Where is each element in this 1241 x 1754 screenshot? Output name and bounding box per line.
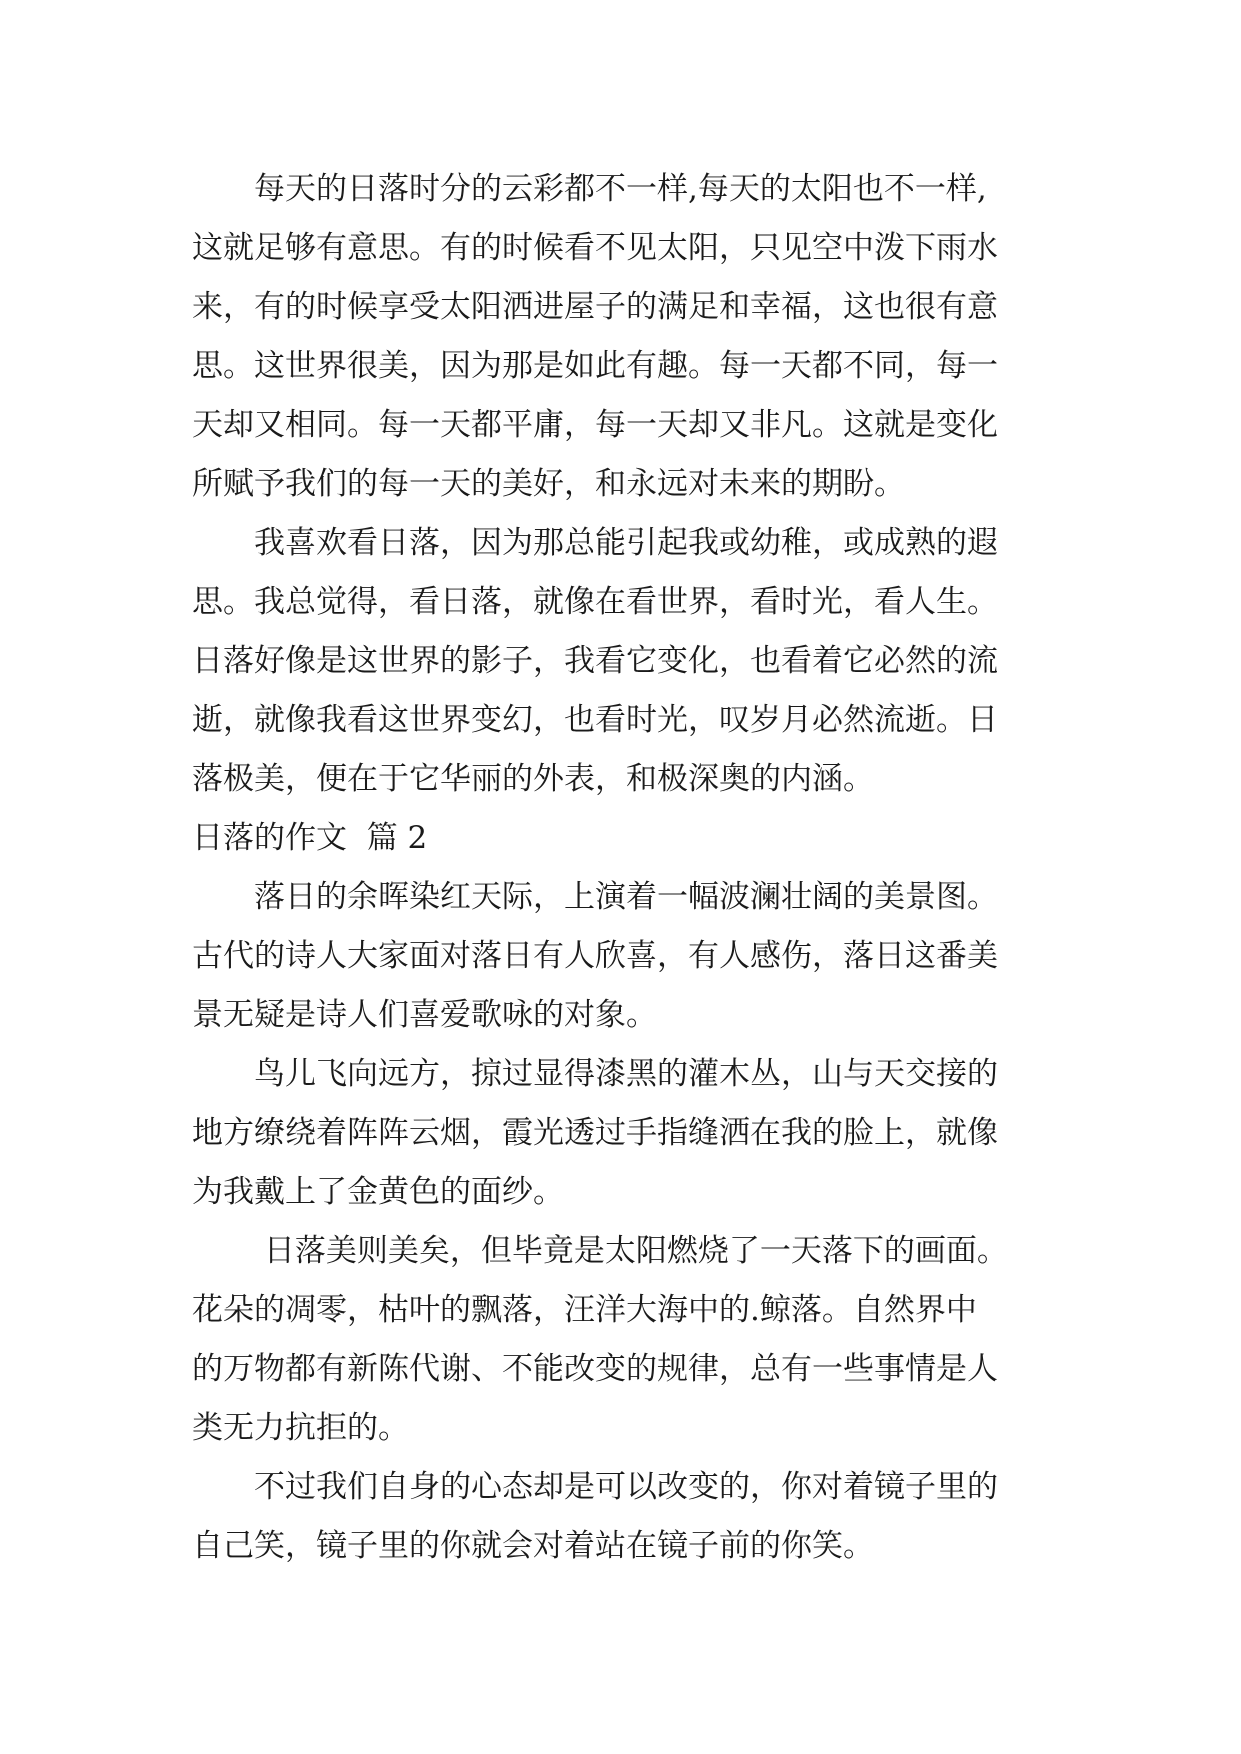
text-line: 来，有的时候享受太阳洒进屋子的满足和幸福，这也很有意 bbox=[192, 289, 998, 325]
text-line: 花朵的凋零，枯叶的飘落，汪洋大海中的.鲸落。自然界中 bbox=[192, 1292, 977, 1328]
text-line: 景无疑是诗人们喜爱歌咏的对象。 bbox=[192, 997, 657, 1033]
text-line: 天却又相同。每一天都平庸，每一天却又非凡。这就是变化 bbox=[192, 407, 998, 443]
paragraph-6 bbox=[192, 1458, 1072, 1576]
text-line: 日落美则美矣，但毕竟是太阳燃烧了一天落下的画面。 bbox=[254, 1233, 1008, 1269]
section-heading: 日落的作文 篇 2 bbox=[192, 820, 428, 856]
text-line: 这就足够有意思。有的时候看不见太阳，只见空中泼下雨水 bbox=[192, 230, 998, 266]
text-line: 思。我总觉得，看日落，就像在看世界，看时光，看人生。 bbox=[192, 584, 998, 620]
text-line: 古代的诗人大家面对落日有人欣喜，有人感伤，落日这番美 bbox=[192, 938, 998, 974]
text-line: 逝，就像我看这世界变幻，也看时光，叹岁月必然流逝。日 bbox=[192, 702, 998, 738]
text-line: 落极美，便在于它华丽的外表，和极深奥的内涵。 bbox=[192, 761, 874, 797]
text-line: 为我戴上了金黄色的面纱。 bbox=[192, 1174, 564, 1210]
paragraph-4 bbox=[192, 1045, 1072, 1222]
text-line: 的万物都有新陈代谢、不能改变的规律，总有一些事情是人 bbox=[192, 1351, 998, 1387]
text-line: 鸟儿飞向远方，掠过显得漆黑的灌木丛，山与天交接的 bbox=[254, 1056, 998, 1092]
text-line: 日落好像是这世界的影子，我看它变化，也看着它必然的流 bbox=[192, 643, 998, 679]
paragraph-3 bbox=[192, 868, 1072, 1045]
text-line: 我喜欢看日落，因为那总能引起我或幼稚，或成熟的遐 bbox=[254, 525, 998, 561]
paragraph-1 bbox=[192, 160, 1072, 514]
text-line: 自己笑，镜子里的你就会对着站在镜子前的你笑。 bbox=[192, 1528, 874, 1564]
paragraph-2 bbox=[192, 514, 1072, 809]
text-line: 所赋予我们的每一天的美好，和永远对未来的期盼。 bbox=[192, 466, 905, 502]
text-line: 类无力抗拒的。 bbox=[192, 1410, 409, 1446]
essay-body bbox=[192, 160, 1072, 1576]
text-line: 地方缭绕着阵阵云烟，霞光透过手指缝洒在我的脸上，就像 bbox=[192, 1115, 998, 1151]
paragraph-5 bbox=[192, 1222, 1072, 1458]
text-line: 每天的日落时分的云彩都不一样,每天的太阳也不一样, bbox=[254, 171, 987, 207]
text-line: 落日的余晖染红天际，上演着一幅波澜壮阔的美景图。 bbox=[254, 879, 998, 915]
text-line: 不过我们自身的心态却是可以改变的，你对着镜子里的 bbox=[254, 1469, 998, 1505]
text-line: 思。这世界很美，因为那是如此有趣。每一天都不同，每一 bbox=[192, 348, 998, 384]
